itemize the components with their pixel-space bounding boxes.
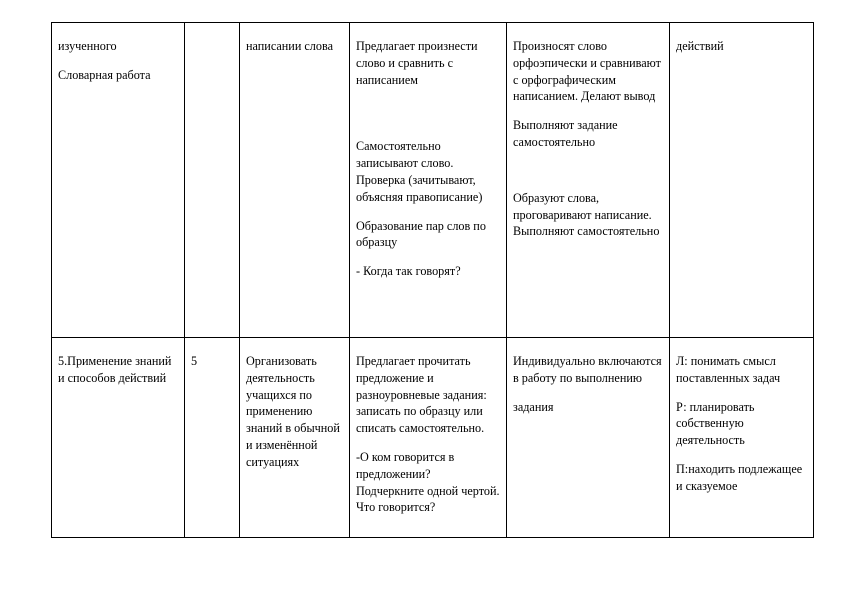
- goal-cell: [240, 23, 350, 338]
- student-activity-cell: [507, 23, 670, 338]
- uud-cell: [670, 338, 814, 538]
- table-row: [52, 23, 814, 338]
- student-activity-text: Выполняют задание самостоятельно: [513, 118, 618, 149]
- stage-text: изученного: [58, 39, 117, 53]
- uud-text: П:находить подлежащее и сказуемое: [676, 461, 803, 493]
- teacher-activity-cell: [350, 23, 507, 338]
- stage-text: Словарная работа: [58, 67, 151, 82]
- goal-text: написании слова: [246, 39, 333, 53]
- time-text: 5: [191, 354, 198, 368]
- stage-text: 5.Применение знаний и способов действий: [58, 354, 172, 385]
- lesson-plan-table: [51, 22, 814, 538]
- teacher-activity-text: -О ком говорится в предложении? Подчеркните одной чертой. Что говорится?: [356, 449, 500, 515]
- uud-text: Л: понимать смысл поставленных задач: [676, 354, 781, 385]
- time-cell: [185, 338, 240, 538]
- goal-text: Организовать деятельность учащихся по применению знаний в обычной и изменённой ситуациях: [246, 354, 340, 469]
- teacher-activity-text: - Когда так говорят?: [356, 264, 461, 279]
- stage-cell: [52, 23, 185, 338]
- stage-cell: [52, 338, 185, 538]
- teacher-activity-cell: [350, 338, 507, 538]
- student-activity-text: Индивидуально включаются в работу по выполнению: [513, 354, 662, 385]
- teacher-activity-text: Самостоятельно записывают слово. Проверка (зачитывают, объясняя правописание): [356, 139, 483, 204]
- student-activity-cell: [507, 338, 670, 538]
- goal-cell: [240, 338, 350, 538]
- student-activity-text: задания: [513, 399, 554, 414]
- time-cell: [185, 23, 240, 338]
- teacher-activity-text: Предлагает произнести слово и сравнить с написанием: [356, 39, 478, 87]
- teacher-activity-text: Предлагает прочитать предложение и разноуровневые задания: записать по образцу или списать самостоятельно.: [356, 354, 487, 436]
- student-activity-text: Произносят слово орфоэпически и сравнивают с орфографическим написанием. Делают вывод: [513, 39, 661, 104]
- student-activity-text: Образуют слова, проговаривают написание. Выполняют самостоятельно: [513, 190, 660, 239]
- uud-cell: [670, 23, 814, 338]
- uud-text: действий: [676, 39, 724, 53]
- table-row: [52, 338, 814, 538]
- uud-text: Р: планировать собственную деятельность: [676, 399, 755, 448]
- teacher-activity-text: Образование пар слов по образцу: [356, 218, 486, 250]
